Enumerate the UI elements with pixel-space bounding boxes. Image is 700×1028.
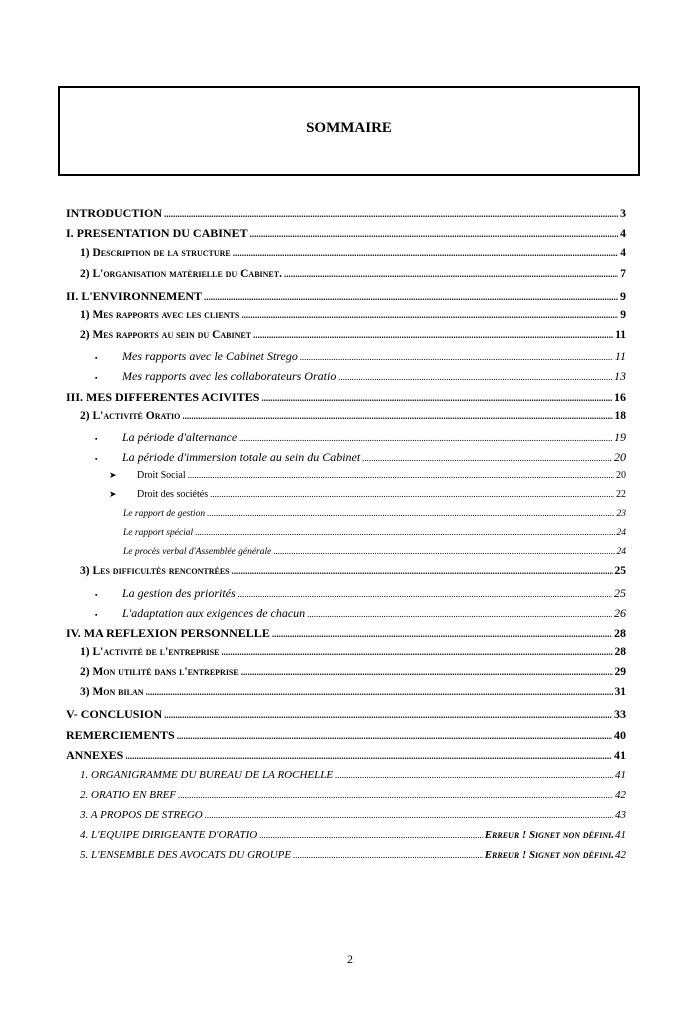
toc-entry-text: Droit des sociétés — [137, 489, 209, 500]
dot-leader — [253, 330, 613, 340]
toc-entry-text: 1) Description de la structure — [80, 247, 231, 259]
toc-entry[interactable] — [66, 728, 626, 743]
dot-leader — [238, 589, 612, 599]
toc-entry-label — [66, 728, 175, 743]
toc-entry-label — [80, 686, 144, 698]
toc-entry-text: L'adaptation aux exigences de chacun — [122, 606, 306, 620]
toc-entry-label — [95, 369, 336, 384]
toc-entry-label — [80, 829, 257, 841]
toc-entry[interactable] — [66, 508, 626, 519]
toc-entry-text: 2) Mes rapports au sein du Cabinet — [80, 329, 252, 341]
toc-entry[interactable] — [66, 329, 626, 341]
square-bullet-icon: ▪ — [95, 354, 98, 362]
toc-entry-text: 1) L'activité de l'entreprise — [80, 646, 220, 658]
page-title: SOMMAIRE — [306, 120, 392, 136]
toc-entry-text: La période d'alternance — [122, 430, 238, 444]
toc-entry-text: Mes rapports avec les collaborateurs Oratio — [122, 369, 337, 383]
dot-leader — [233, 248, 619, 258]
toc-entry-label — [123, 528, 193, 538]
dot-leader — [210, 489, 614, 499]
toc-page-number: 22 — [616, 489, 626, 500]
toc-entry-label — [123, 509, 205, 519]
arrow-bullet-icon: ➤ — [109, 470, 117, 480]
toc-entry-label — [80, 329, 251, 341]
dot-leader — [232, 566, 613, 576]
toc-page-number: 7 — [620, 268, 626, 280]
toc-entry-text: IV. MA REFLEXION PERSONNELLE — [66, 626, 270, 640]
toc-page-number: 43 — [615, 809, 626, 821]
toc-entry[interactable] — [66, 849, 626, 861]
toc-entry-label — [123, 547, 271, 557]
toc-entry-text: 3) Les difficultés rencontrées — [80, 565, 230, 577]
toc-entry[interactable] — [66, 470, 626, 481]
toc-entry-text: La gestion des priorités — [122, 586, 236, 600]
toc-page-number: 13 — [614, 369, 626, 383]
square-bullet-icon: ▪ — [95, 611, 98, 619]
dot-leader — [241, 667, 613, 677]
dot-leader — [205, 810, 613, 820]
dot-leader — [146, 687, 613, 697]
toc-entry-label — [66, 748, 123, 763]
toc-entry-label — [95, 586, 236, 601]
toc-entry-text: V- CONCLUSION — [66, 707, 163, 721]
dot-leader — [204, 292, 618, 302]
dot-leader — [307, 609, 612, 619]
toc-entry[interactable] — [66, 666, 626, 678]
toc-entry-label — [66, 289, 202, 304]
toc-entry-text: 1) Mes rapports avec les clients — [80, 309, 240, 321]
toc-entry-label — [80, 410, 180, 422]
dot-leader — [164, 209, 618, 219]
toc-entry[interactable] — [66, 565, 626, 577]
dot-leader — [293, 850, 483, 860]
toc-entry-text: INTRODUCTION — [66, 206, 163, 220]
toc-page-number: 41 — [614, 748, 626, 762]
toc-entry[interactable] — [66, 586, 626, 601]
dot-leader — [164, 710, 612, 720]
toc-entry-text: 3) Mon bilan — [80, 686, 144, 698]
toc-entry-label — [95, 450, 360, 465]
toc-entry-label — [80, 769, 333, 781]
toc-entry-label — [80, 565, 230, 577]
toc-entry[interactable] — [66, 430, 626, 445]
toc-entry-text: I. PRESENTATION DU CABINET — [66, 226, 248, 240]
toc-entry-label — [80, 309, 239, 321]
arrow-bullet-icon: ➤ — [109, 489, 117, 499]
toc-entry-label — [66, 707, 162, 722]
toc-entry-text: 3. A PROPOS DE STREGO — [80, 809, 203, 821]
toc-page-number: 3 — [620, 206, 626, 220]
toc-entry-text: 2) L'activité Oratio — [80, 410, 181, 422]
toc-entry[interactable] — [66, 206, 626, 221]
toc-entry-label — [95, 430, 237, 445]
toc-entry[interactable] — [66, 268, 626, 280]
toc-entry[interactable] — [66, 247, 626, 259]
toc-entry-label — [66, 390, 259, 405]
dot-leader — [362, 453, 612, 463]
toc-entry-text: Le rapport spécial — [123, 528, 194, 538]
toc-entry-label — [80, 268, 282, 280]
toc-page-number: 29 — [614, 666, 626, 678]
toc-page-number: 18 — [614, 410, 626, 422]
toc-entry[interactable] — [66, 748, 626, 763]
toc-entry-text: 2. ORATIO EN BREF — [80, 789, 177, 801]
toc-page-number: 41 — [615, 769, 626, 781]
toc-entry-label — [95, 606, 305, 621]
toc-entry[interactable] — [66, 527, 626, 538]
dot-leader — [284, 269, 618, 279]
toc-entry[interactable] — [66, 489, 626, 500]
toc-page-number: 11 — [615, 329, 626, 341]
toc-entry-label — [109, 470, 186, 481]
dot-leader — [272, 629, 612, 639]
toc-page-number: 42 — [615, 849, 626, 861]
toc-page-number: 28 — [614, 646, 626, 658]
toc-entry[interactable] — [66, 606, 626, 621]
toc-page-number: 24 — [616, 547, 626, 557]
toc-entry[interactable] — [66, 390, 626, 405]
square-bullet-icon: ▪ — [95, 435, 98, 443]
dot-leader — [221, 647, 612, 657]
dot-leader — [338, 372, 612, 382]
toc-entry[interactable] — [66, 226, 626, 241]
dot-leader — [182, 411, 612, 421]
bookmark-error: Erreur ! Signet non défini. — [484, 829, 614, 841]
dot-leader — [125, 751, 612, 761]
toc-entry-text: 4. L'EQUIPE DIRIGEANTE D'ORATIO — [80, 829, 258, 841]
toc-page-number: 26 — [614, 606, 626, 620]
toc-entry-label — [80, 809, 203, 821]
dot-leader — [239, 433, 612, 443]
toc-page-number: 20 — [616, 470, 626, 481]
toc-page-number: 4 — [620, 247, 626, 259]
toc-entry-text: La période d'immersion totale au sein du Cabinet — [122, 450, 361, 464]
toc-entry[interactable] — [66, 546, 626, 557]
toc-entry-text: REMERCIEMENTS — [66, 728, 175, 742]
dot-leader — [335, 770, 613, 780]
toc-entry[interactable] — [66, 789, 626, 801]
toc-page-number: 20 — [614, 450, 626, 464]
dot-leader — [300, 352, 613, 362]
toc-entry-label — [66, 206, 162, 221]
toc-page-number: 40 — [614, 728, 626, 742]
toc-entry-text: 1. ORGANIGRAMME DU BUREAU DE LA ROCHELLE — [80, 769, 334, 781]
toc-entry-label — [66, 626, 270, 641]
toc-entry[interactable] — [66, 707, 626, 722]
toc-entry[interactable] — [66, 829, 626, 841]
toc-entry[interactable] — [66, 626, 626, 641]
toc-entry-label — [80, 247, 231, 259]
toc-page-number: 41 — [615, 829, 626, 841]
dot-leader — [241, 310, 618, 320]
toc-entry-text: 2) Mon utilité dans l'entreprise — [80, 666, 239, 678]
toc-entry-text: Le rapport de gestion — [123, 509, 206, 519]
toc-entry-text: Mes rapports avec le Cabinet Strego — [122, 349, 298, 363]
toc-entry-label — [66, 226, 248, 241]
toc-page-number: 11 — [614, 349, 626, 363]
toc-entry-label — [80, 849, 291, 861]
dot-leader — [261, 393, 612, 403]
toc-entry-label — [80, 666, 239, 678]
dot-leader — [195, 527, 614, 537]
dot-leader — [177, 731, 612, 741]
toc-entry-label — [95, 349, 298, 364]
toc-entry[interactable] — [66, 309, 626, 321]
title-box — [58, 86, 640, 176]
toc-page-number: 31 — [614, 686, 626, 698]
toc-entry-text: Droit Social — [137, 470, 186, 481]
toc-entry-text: Le procès verbal d'Assemblée générale — [123, 547, 272, 557]
toc-entry[interactable] — [66, 369, 626, 384]
toc-page-number: 24 — [616, 528, 626, 538]
square-bullet-icon: ▪ — [95, 455, 98, 463]
toc-page-number: 28 — [614, 626, 626, 640]
dot-leader — [178, 790, 613, 800]
dot-leader — [188, 470, 614, 480]
toc-page-number: 4 — [620, 226, 626, 240]
toc-entry[interactable] — [66, 289, 626, 304]
square-bullet-icon: ▪ — [95, 591, 98, 599]
toc-entry-text: 5. L'ENSEMBLE DES AVOCATS DU GROUPE — [80, 849, 292, 861]
toc-entry-text: ANNEXES — [66, 748, 124, 762]
toc-entry[interactable] — [66, 450, 626, 465]
toc-entry-text: II. L'ENVIRONNEMENT — [66, 289, 203, 303]
toc-entry-label — [80, 646, 219, 658]
toc-entry[interactable] — [66, 349, 626, 364]
toc-page-number: 23 — [616, 509, 626, 519]
toc-entry-label — [109, 489, 208, 500]
toc-page-number: 19 — [614, 430, 626, 444]
dot-leader — [273, 546, 614, 556]
toc-entry[interactable] — [66, 686, 626, 698]
page-number: 2 — [347, 952, 353, 966]
dot-leader — [259, 830, 482, 840]
toc-entry[interactable] — [66, 769, 626, 781]
bookmark-error: Erreur ! Signet non défini. — [484, 849, 614, 861]
dot-leader — [207, 508, 614, 518]
toc-page-number: 25 — [614, 565, 626, 577]
toc-entry-text: III. MES DIFFERENTES ACIVITES — [66, 390, 260, 404]
toc-page-number: 9 — [620, 309, 626, 321]
toc-page-number: 25 — [614, 586, 626, 600]
toc-page-number: 42 — [615, 789, 626, 801]
dot-leader — [250, 229, 618, 239]
toc-entry-text: 2) L'organisation matérielle du Cabinet. — [80, 268, 282, 280]
toc-page-number: 9 — [620, 289, 626, 303]
toc-page-number: 16 — [614, 390, 626, 404]
toc-entry[interactable] — [66, 410, 626, 422]
toc-page-number: 33 — [614, 707, 626, 721]
toc-entry[interactable] — [66, 646, 626, 658]
square-bullet-icon: ▪ — [95, 374, 98, 382]
toc-entry[interactable] — [66, 809, 626, 821]
toc-entry-label — [80, 789, 176, 801]
